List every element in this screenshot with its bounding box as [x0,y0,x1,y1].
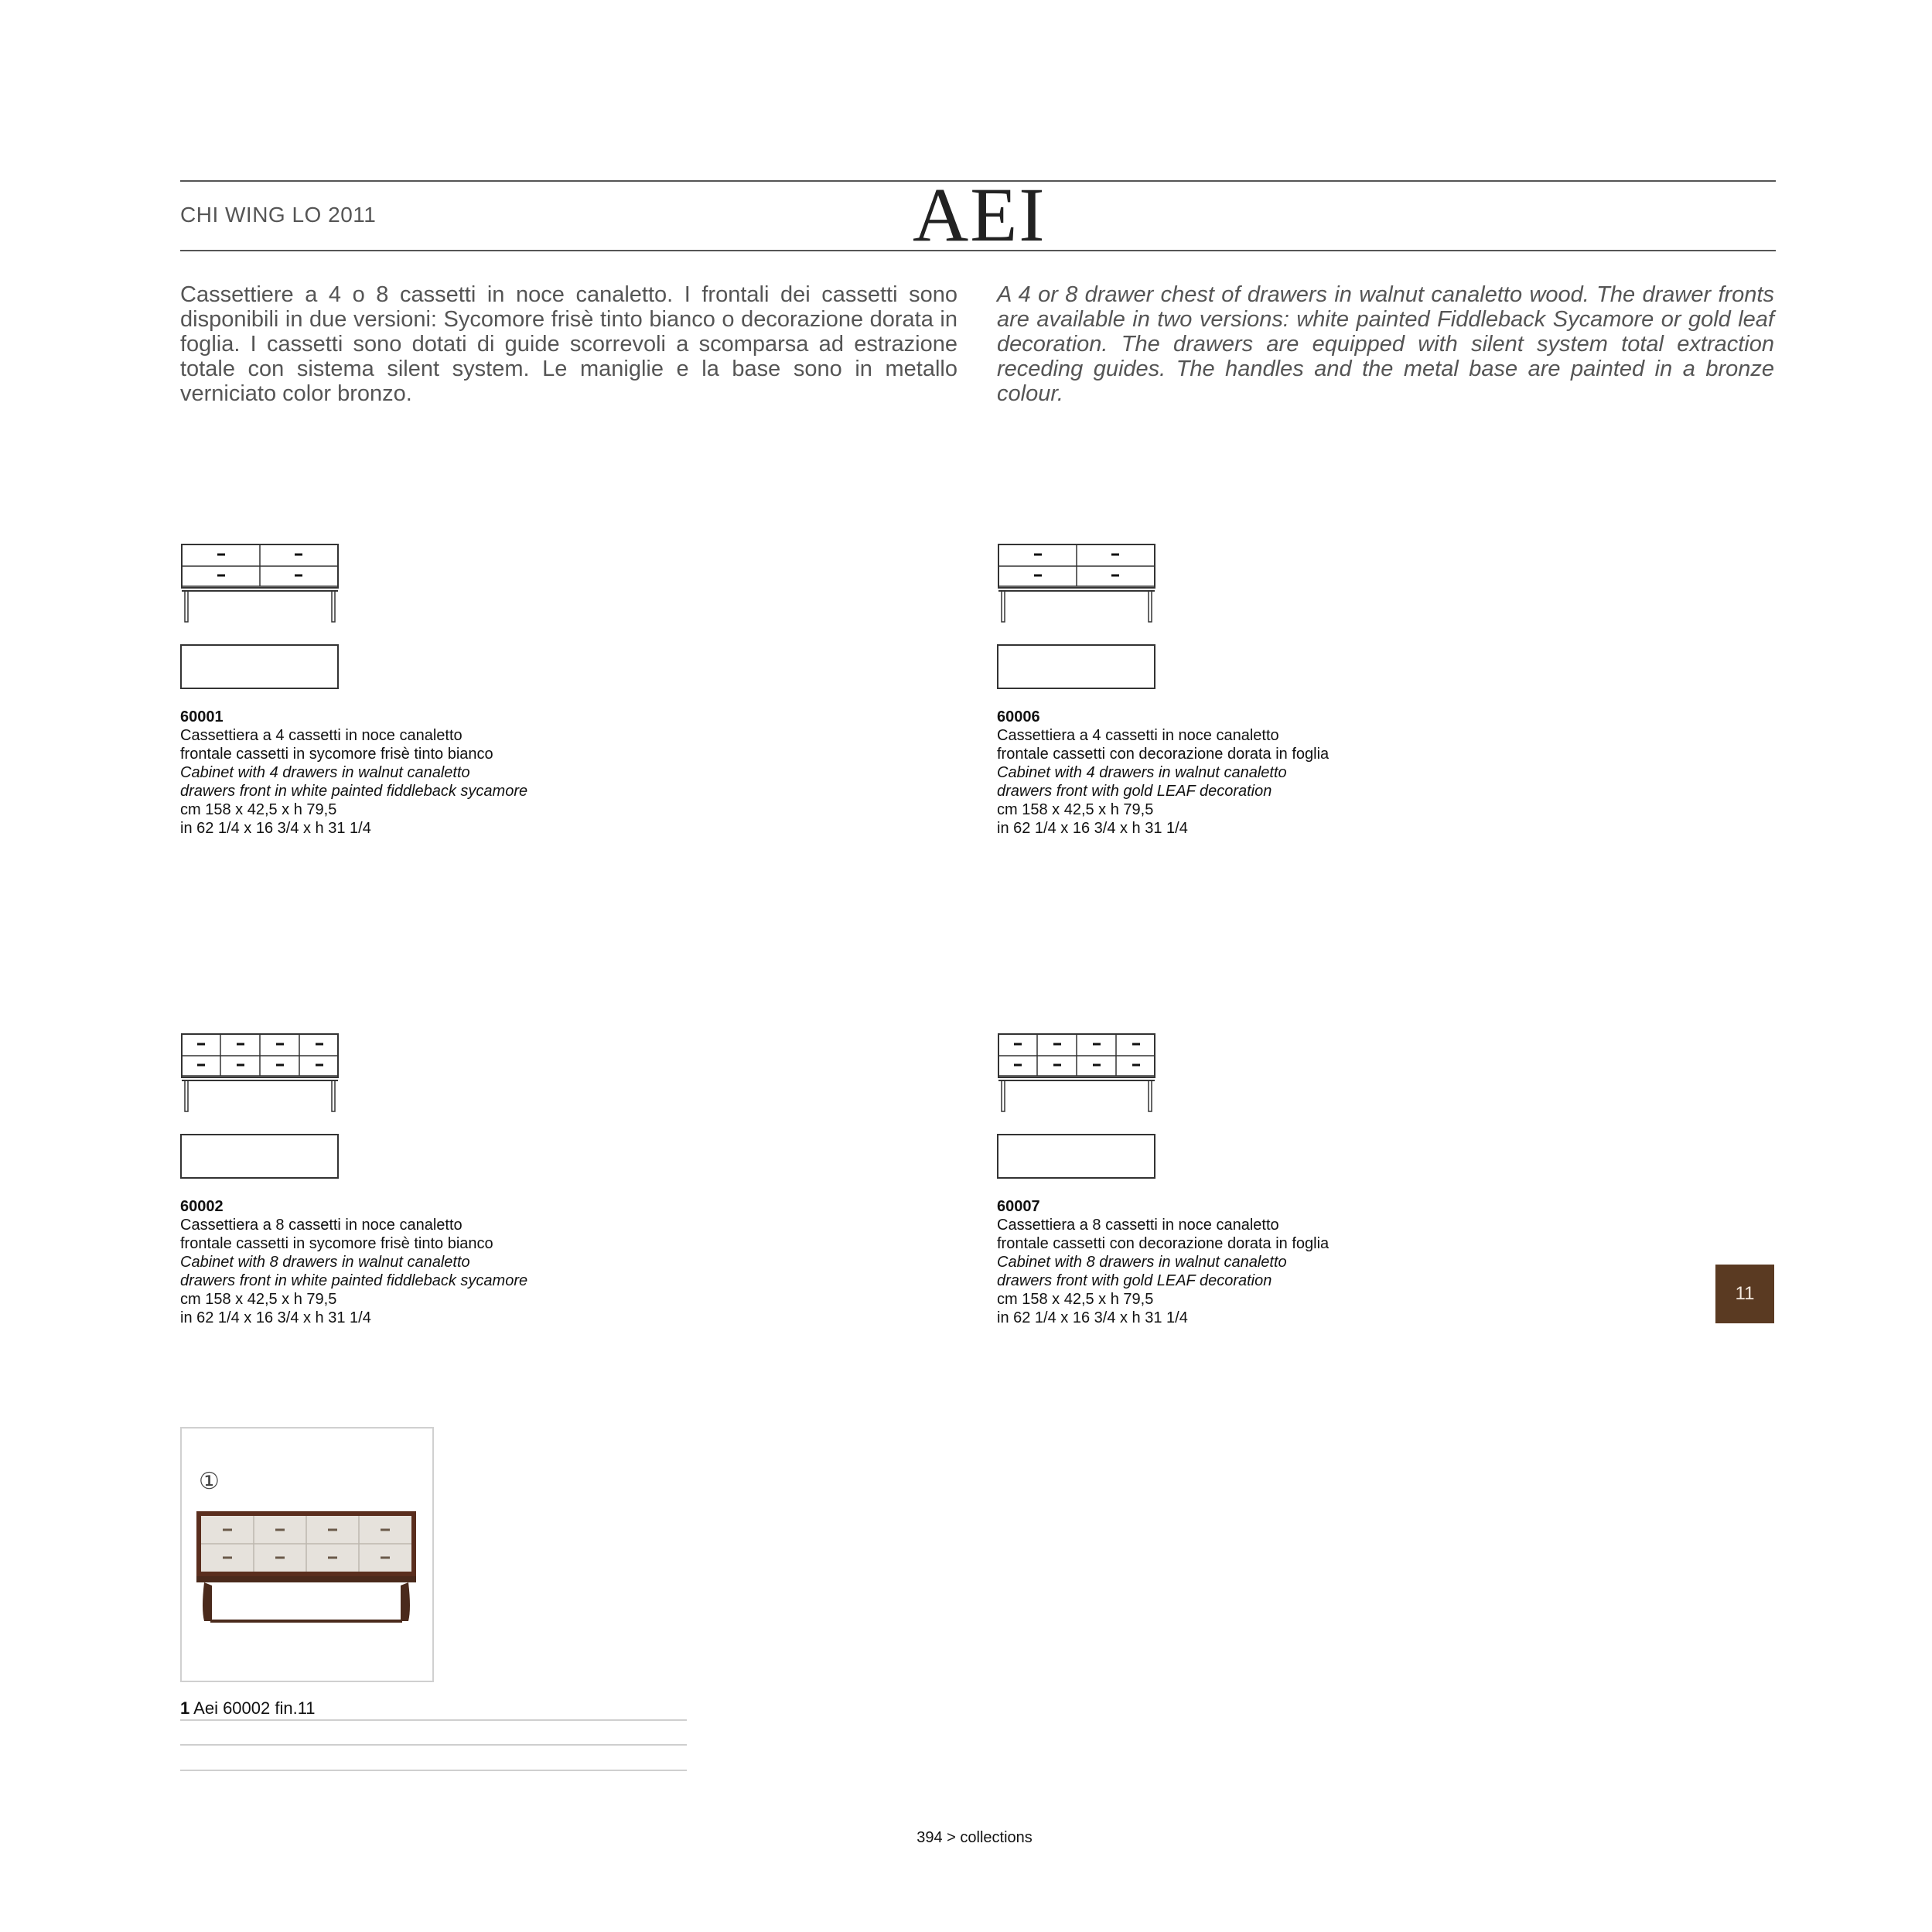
product-code: 60007 [997,1198,1040,1215]
product-dimensions-in: in 62 1/4 x 16 3/4 x h 31 1/4 [997,1309,1188,1326]
product-dimensions-in: in 62 1/4 x 16 3/4 x h 31 1/4 [180,820,371,837]
product-dimensions-cm: cm 158 x 42,5 x h 79,5 [180,801,337,818]
photo-marker: ① [199,1469,220,1494]
product-desc-it-2: frontale cassetti in sycomore frisè tinto bianco [180,746,493,763]
product-desc-en-2: drawers front with gold LEAF decoration [997,783,1272,800]
product-desc-it-2: frontale cassetti in sycomore frisè tinto bianco [180,1235,493,1252]
product-desc-en-1: Cabinet with 8 drawers in walnut canaletto [997,1254,1287,1271]
top-plan-drawing [997,644,1155,689]
product-desc-it-2: frontale cassetti con decorazione dorata in foglia [997,1235,1330,1252]
product-desc-en-1: Cabinet with 4 drawers in walnut canaletto [180,764,470,781]
caption-number: 1 [180,1698,190,1718]
product-desc-it-1: Cassettiera a 4 cassetti in noce canaletto [997,727,1279,744]
product-code: 60001 [180,708,224,725]
product-block [997,1031,1330,1326]
product-block [997,541,1330,837]
product-code: 60006 [997,708,1040,725]
product-desc-en-1: Cabinet with 4 drawers in walnut canaletto [997,764,1287,781]
top-plan-drawing [180,1134,339,1179]
product-block [180,1031,528,1326]
product-code: 60002 [180,1198,224,1215]
product-dimensions-cm: cm 158 x 42,5 x h 79,5 [180,1291,337,1308]
product-desc-en-2: drawers front in white painted fiddleback sycamore [180,1272,528,1289]
intro-english: A 4 or 8 drawer chest of drawers in walnut canaletto wood. The drawer fronts are available in two versions: white painted Fiddleback Sycamore or gold leaf decoration. The drawers are equipped with silent system total extraction receding guides. The handles and the metal base are painted in a bronze colour. [997,282,1774,406]
product-desc-en-2: drawers front in white painted fiddleback sycamore [180,783,528,800]
front-elevation-drawing-4-drawers [180,541,343,626]
caption-rule [180,1719,687,1721]
product-desc-en-2: drawers front with gold LEAF decoration [997,1272,1272,1289]
designer-label: CHI WING LO 2011 [180,203,377,227]
caption-rule [180,1770,687,1771]
product-dimensions-cm: cm 158 x 42,5 x h 79,5 [997,801,1154,818]
product-dimensions-in: in 62 1/4 x 16 3/4 x h 31 1/4 [180,1309,371,1326]
photo-caption [180,1698,316,1719]
finish-badge: 11 [1715,1265,1774,1323]
front-elevation-drawing-8-drawers [180,1031,343,1116]
product-desc-it-1: Cassettiera a 8 cassetti in noce canaletto [180,1217,463,1234]
product-desc-it-2: frontale cassetti con decorazione dorata in foglia [997,746,1330,763]
product-dimensions-in: in 62 1/4 x 16 3/4 x h 31 1/4 [997,820,1188,837]
page-footer: 394 > collections [917,1829,1033,1846]
top-plan-drawing [997,1134,1155,1179]
product-desc-it-1: Cassettiera a 4 cassetti in noce canaletto [180,727,463,744]
caption-rule [180,1744,687,1746]
collection-title: AEI [913,172,1046,258]
product-desc-en-1: Cabinet with 8 drawers in walnut canaletto [180,1254,470,1271]
product-block [180,541,528,837]
cabinet-photo-illustration [195,1508,419,1632]
front-elevation-drawing-8-drawers [997,1031,1159,1116]
caption-text: Aei 60002 fin.11 [193,1698,316,1718]
top-plan-drawing [180,644,339,689]
product-desc-it-1: Cassettiera a 8 cassetti in noce canaletto [997,1217,1279,1234]
front-elevation-drawing-4-drawers [997,541,1159,626]
product-dimensions-cm: cm 158 x 42,5 x h 79,5 [997,1291,1154,1308]
intro-italian: Cassettiere a 4 o 8 cassetti in noce canaletto. I frontali dei cassetti sono disponibili in due versioni: Sycomore frisè tinto bianco o decorazione dorata in foglia. I cassetti sono dotati di guide scorrevoli a scomparsa ad estrazione totale con sistema silent system. Le maniglie e la base sono in metallo verniciato color bronzo. [180,282,957,406]
